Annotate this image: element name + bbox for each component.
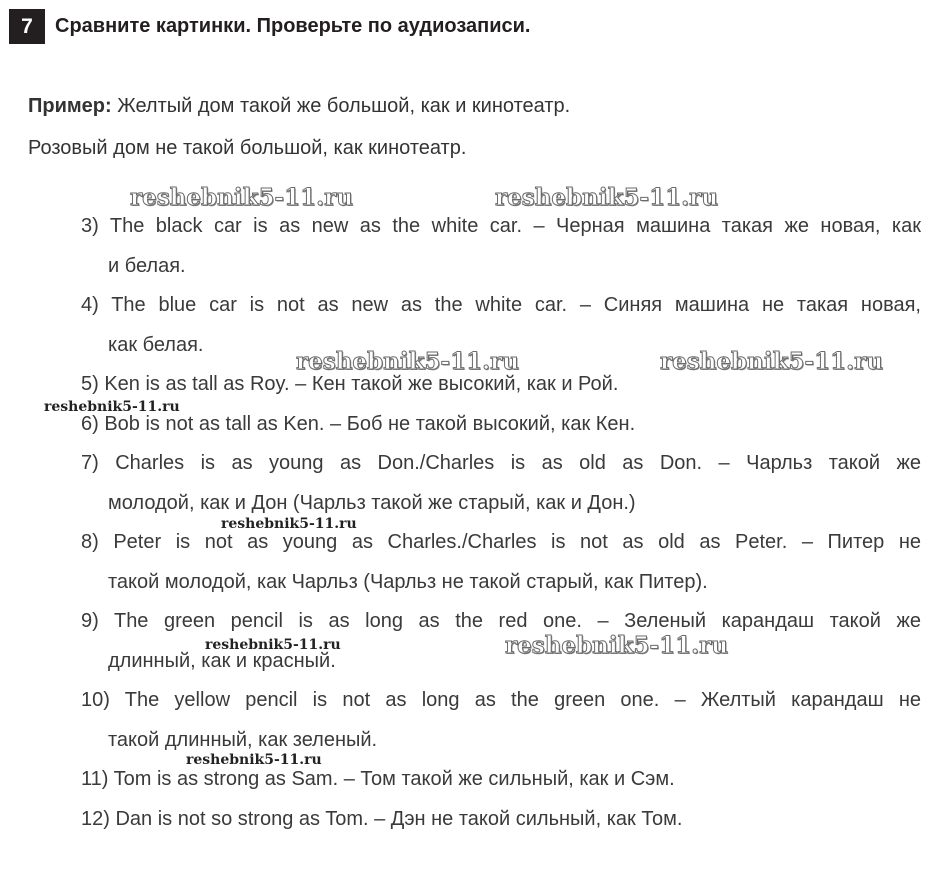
watermark: reshebnik5-11.ru <box>495 184 718 211</box>
example-label: Пример: <box>28 95 112 117</box>
answer-5: 5) Ken is as tall as Roy. – Кен такой же высокий, как и Рой. <box>81 373 619 395</box>
watermark: reshebnik5-11.ru <box>186 752 322 768</box>
watermark: reshebnik5-11.ru <box>205 637 341 653</box>
answer-9-line-2: длинный, как и красный. <box>108 650 336 672</box>
watermark: reshebnik5-11.ru <box>221 516 357 532</box>
answer-4-line-2: как белая. <box>108 334 204 356</box>
example-line-1 <box>28 95 570 118</box>
answer-4-line-1: 4) The blue car is not as new as the white car. – Синяя машина не такая новая, <box>81 294 921 316</box>
answer-12: 12) Dan is not so strong as Tom. – Дэн не такой сильный, как Том. <box>81 808 683 830</box>
answer-7-line-2: молодой, как и Дон (Чарльз такой же старый, как и Дон.) <box>108 492 636 514</box>
watermark: reshebnik5-11.ru <box>660 348 883 375</box>
example-line-2: Розовый дом не такой большой, как кинотеатр. <box>28 137 467 159</box>
watermark: reshebnik5-11.ru <box>296 348 519 375</box>
watermark: reshebnik5-11.ru <box>44 399 180 415</box>
example-text-1: Желтый дом такой же большой, как и кинотеатр. <box>111 95 571 117</box>
task-title: Сравните картинки. Проверьте по аудиозаписи. <box>55 15 531 37</box>
answer-10-line-2: такой длинный, как зеленый. <box>108 729 378 751</box>
answer-9-line-1: 9) The green pencil is as long as the red one. – Зеленый карандаш такой же <box>81 610 921 632</box>
answer-8-line-1: 8) Peter is not as young as Charles./Charles is not as old as Peter. – Питер не <box>81 531 921 553</box>
answer-6: 6) Bob is not as tall as Ken. – Боб не такой высокий, как Кен. <box>81 413 636 435</box>
answer-3-line-1: 3) The black car is as new as the white car. – Черная машина такая же новая, как <box>81 215 921 237</box>
answer-11: 11) Tom is as strong as Sam. – Том такой же сильный, как и Сэм. <box>81 768 675 790</box>
answer-10-line-1: 10) The yellow pencil is not as long as the green one. – Желтый карандаш не <box>81 689 921 711</box>
watermark: reshebnik5-11.ru <box>130 184 353 211</box>
answer-8-line-2: такой молодой, как Чарльз (Чарльз не такой старый, как Питер). <box>108 571 708 593</box>
watermark: reshebnik5-11.ru <box>505 632 728 659</box>
answer-3-line-2: и белая. <box>108 255 186 277</box>
task-number-badge: 7 <box>9 9 45 44</box>
answer-7-line-1: 7) Charles is as young as Don./Charles is as old as Don. – Чарльз такой же <box>81 452 921 474</box>
